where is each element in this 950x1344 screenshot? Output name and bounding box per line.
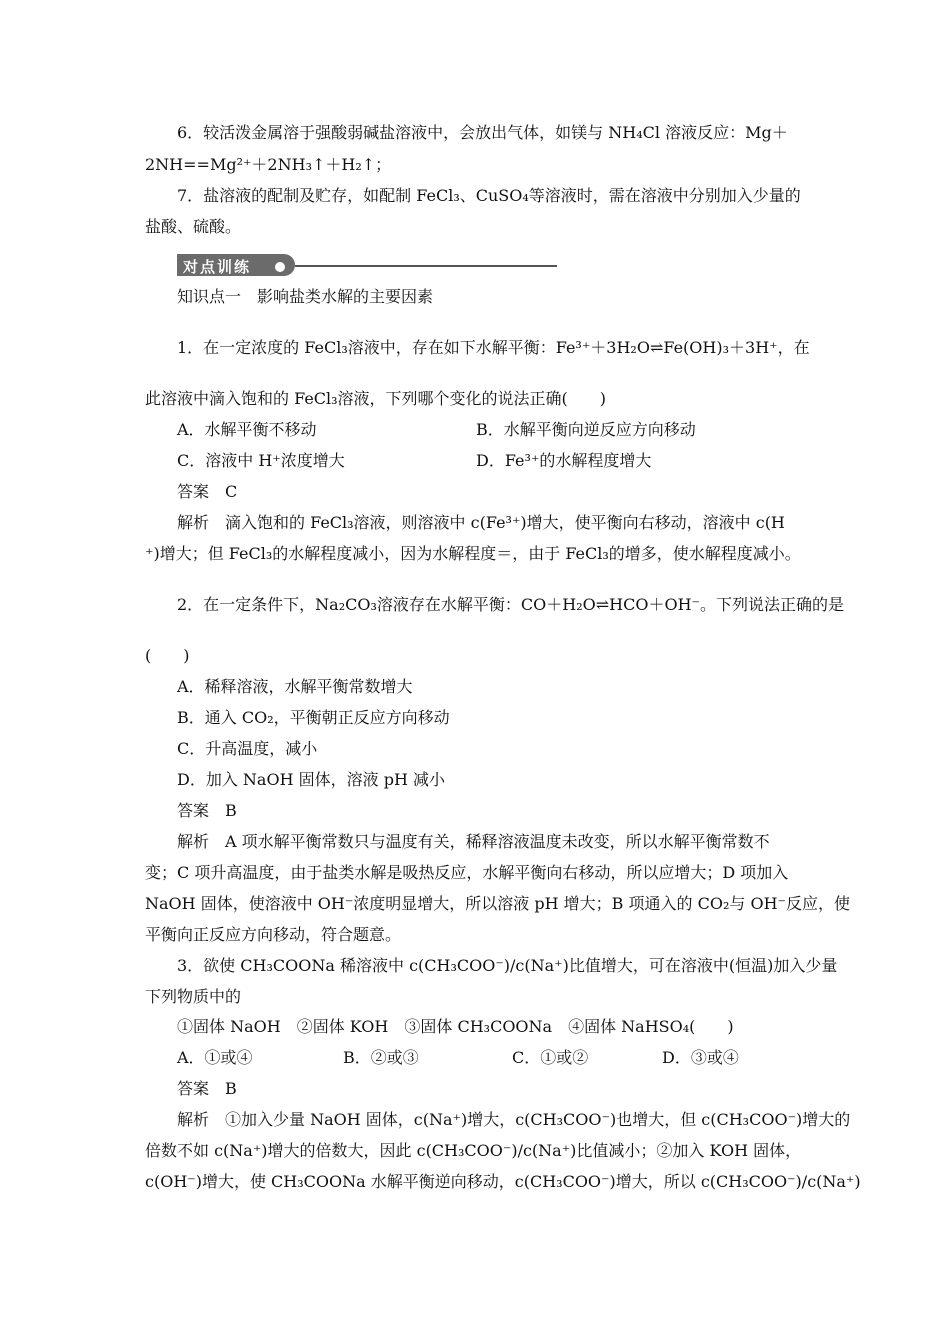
question-3-items: ①固体 NaOH ②固体 KOH ③固体 CH₃COONa ④固体 NaHSO₄( ) — [177, 1017, 734, 1036]
answer: 答案 C — [177, 482, 238, 501]
explanation: 解析 ①加入少量 NaOH 固体，c(Na⁺)增大，c(CH₃COO⁻)也增大，但 c(CH₃COO⁻)增大的 — [177, 1110, 851, 1129]
question-3: 3．欲使 CH₃COONa 稀溶液中 c(CH₃COO⁻)/c(Na⁺)比值增大，可在溶液中(恒温)加入少量 — [177, 956, 838, 975]
answer: 答案 B — [177, 801, 237, 820]
explanation-cont: 变；C 项升高温度，由于盐类水解是吸热反应，水解平衡向右移动，所以应增大；D 项加入 — [145, 863, 789, 882]
banner-label: 对点训练 — [183, 258, 252, 276]
question-2-cont: ( ) — [145, 646, 190, 665]
question-1: 1．在一定浓度的 FeCl₃溶液中，存在如下水解平衡：Fe³⁺＋3H₂O⇌Fe(OH)₃＋3H⁺，在 — [177, 338, 810, 357]
text-line: 7．盐溶液的配制及贮存，如配制 FeCl₃、CuSO₄等溶液时，需在溶液中分别加入少量的 — [177, 186, 801, 205]
text-line: 盐酸、硫酸。 — [145, 217, 242, 236]
option-a: A．稀释溶液，水解平衡常数增大 — [177, 677, 413, 696]
option-b: B．②或③ — [343, 1048, 419, 1067]
option-b: B．水解平衡向逆反应方向移动 — [476, 420, 696, 439]
option-c: C．升高温度，减小 — [177, 739, 318, 758]
explanation: 解析 A 项水解平衡常数只与温度有关，稀释溶液温度未改变，所以水解平衡常数不 — [177, 832, 770, 851]
option-c: C．①或② — [512, 1048, 589, 1067]
section-heading: 知识点一 影响盐类水解的主要因素 — [177, 287, 434, 306]
option-a: A．水解平衡不移动 — [177, 420, 317, 439]
explanation-cont: NaOH 固体，使溶液中 OH⁻浓度明显增大，所以溶液 pH 增大；B 项通入的 CO₂与 OH⁻反应，使 — [145, 894, 850, 913]
explanation-cont: ⁺)增大；但 FeCl₃的水解程度减小，因为水解程度＝，由于 FeCl₃的增多，使水解程度减小。 — [145, 544, 801, 563]
question-3-cont: 下列物质中的 — [145, 987, 242, 1006]
option-c: C．溶液中 H⁺浓度增大 — [177, 451, 345, 470]
question-2: 2．在一定条件下，Na₂CO₃溶液存在水解平衡：CO＋H₂O⇌HCO＋OH⁻。下列说法正确的是 — [177, 595, 844, 614]
option-d: D．Fe³⁺的水解程度增大 — [476, 451, 652, 470]
explanation-cont: 倍数不如 c(Na⁺)增大的倍数大，因此 c(CH₃COO⁻)/c(Na⁺)比值减小；②加入 KOH 固体， — [145, 1141, 802, 1160]
section-banner — [177, 252, 557, 278]
option-a: A．①或④ — [177, 1048, 253, 1067]
option-d: D．加入 NaOH 固体，溶液 pH 减小 — [177, 770, 445, 789]
answer: 答案 B — [177, 1079, 237, 1098]
option-d: D．③或④ — [662, 1048, 739, 1067]
bullet-icon — [275, 262, 285, 272]
explanation-cont: c(OH⁻)增大，使 CH₃COONa 水解平衡逆向移动，c(CH₃COO⁻)增大，所以 c(CH₃COO⁻)/c(Na⁺) — [145, 1172, 861, 1191]
banner-label-box — [177, 254, 295, 276]
option-b: B．通入 CO₂，平衡朝正反应方向移动 — [177, 708, 450, 727]
banner-rule — [295, 265, 557, 267]
text-line: 2NH==Mg²⁺＋2NH₃↑＋H₂↑； — [145, 155, 392, 174]
text-line: 6．较活泼金属溶于强酸弱碱盐溶液中，会放出气体，如镁与 NH₄Cl 溶液反应：Mg＋ — [177, 123, 788, 142]
explanation: 解析 滴入饱和的 FeCl₃溶液，则溶液中 c(Fe³⁺)增大，使平衡向右移动，溶液中 c(H — [177, 513, 785, 532]
explanation-cont: 平衡向正反应方向移动，符合题意。 — [145, 925, 402, 944]
question-1-cont: 此溶液中滴入饱和的 FeCl₃溶液，下列哪个变化的说法正确( ) — [145, 389, 607, 408]
